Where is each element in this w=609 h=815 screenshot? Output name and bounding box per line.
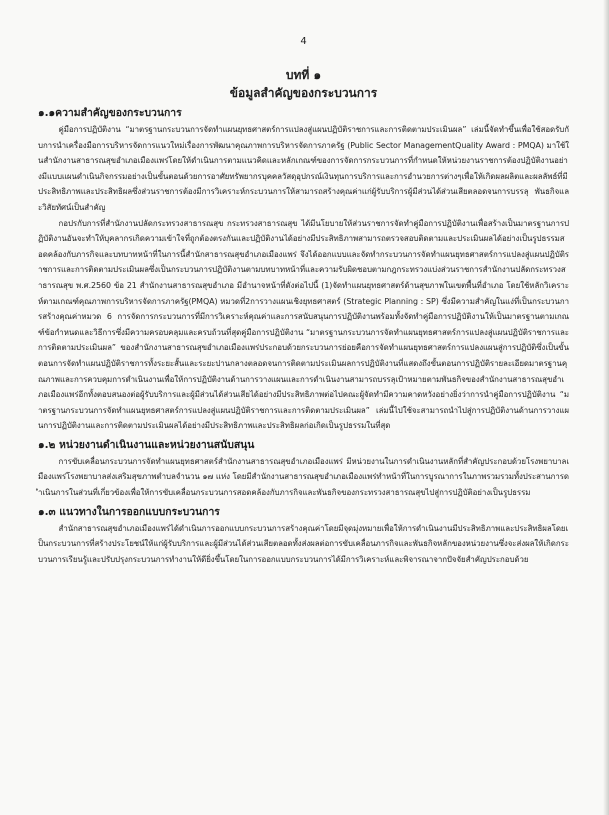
chapter-subtitle: ข้อมูลสำคัญของกระบวนการ — [229, 86, 378, 100]
paragraph: การขับเคลื่อนกระบวนการจัดทำแผนยุทธศาสตร์สำนักงานสาธารณสุขอำเภอเมืองแพร่ มีหน่วยงานในการดำเนินงานหลักที่สำคัญประกอบด้วยโรงพยาบาลเมืองแพร่โรงพยาบาลส่งเสริมสุขภาพตำบลจำนวน ๑๗ แห่ง โดยมีสำนักงานสาธารณสุขอำเภอเมืองแพร่ทำหน้าที่ในการบูรณาการในภาพรวมรวมทั้งประสานการดำเนินการในส่วนที่เกี่ยวข้องเพื่อให้การขับเคลื่อนกระบวนการสอดคล้องกับภารกิจและพันธกิจของกระทรวงสาธารณสุขไปสู่การปฏิบัติอย่างเป็นรูปธรรม — [38, 456, 569, 498]
paragraph: คู่มือการปฏิบัติงาน “มาตรฐานกระบวนการจัดทำแผนยุทธศาสตร์การแปลงสู่แผนปฏิบัติราชการและการติดตามประเมินผล” เล่มนี้จัดทำขึ้นเพื่อใช้สอดรับกับการนำเครื่องมือการบริหารจัดการแนวใหม่เรื่องการพัฒนาคุณภาพการบริหารจัดการภาครัฐ (Public Sector ManagementQuality Award : PMQA) มาใช้ในสำนักงานสาธารณสุขอำเภอเมืองแพร่โดยให้ดำเนินการตามแนวคิดและหลักเกณฑ์ของการจัดการกระบวนการที่กำหนดให้หน่วยงานราชการต้องปฏิบัติงานอย่างมีแบบแผนดำเนินกิจกรรมอย่างเป็นขั้นตอนด้วยการอาศัยทรัพยากรบุคคลวัสดุอุปกรณ์เงินทุนการบริการและการอำนวยการต่างๆเพื่อให้เกิดผลผลิตและผลลัพธ์ที่มีประสิทธิภาพและประสิทธิผลซึ่งส่วนราชการต้องมีการวิเคราะห์กระบวนการให้สามารถสร้างคุณค่าแก่ผู้รับบริการผู้มีส่วนได้ส่วนเสียตลอดจนการบรรลุ พันธกิจและวิสัยทัศน์เป็นสำคัญ — [38, 125, 569, 212]
paragraph: กอปรกับการที่สำนักงานปลัดกระทรวงสาธารณสุข กระทรวงสาธารณสุข ได้มีนโยบายให้ส่วนราชการจัดทำคู่มือการปฏิบัติงานเพื่อสร้างเป็นมาตรฐานการปฏิบัติงานอันจะทำให้บุคลากรเกิดความเข้าใจที่ถูกต้องตรงกันและปฏิบัติงานได้อย่างมีประสิทธิภาพสามารถตรวจสอบติดตามและประเมินผลได้อย่างเป็นรูปธรรมสอดคล้องกับภารกิจและบทบาทหน้าที่ในการนี้สำนักสาธารณสุขอำเภอเมืองแพร่ จึงได้ออกแบบและจัดทำกระบวนการจัดทำแผนยุทธศาสตร์การแปลงสู่แผนปฏิบัติราชการและการติดตามประเมินผลซึ่งเป็นกระบวนการปฏิบัติงานตามบทบาทหน้าที่และความรับผิดชอบตามกฎกระทรวงแบ่งส่วนราชการสำนักงานปลัดกระทรวงสาธารณสุข พ.ศ.2560 ข้อ 21 สำนักงานสาธารณสุขอำเภอ มีอำนาจหน้าที่ดังต่อไปนี้ (1)จัดทำแผนยุทธศาสตร์ด้านสุขภาพในเขตพื้นที่อำเภอ โดยใช้หลักวิเคราะห์ตามเกณฑ์คุณภาพการบริหารจัดการภาครัฐ(PMQA) หมวดที่2การวางแผนเชิงยุทธศาสตร์ (Strategic Planning : SP) ซึ่งมีความสำคัญในแง่ที่เป็นกระบวนการสร้างคุณค่าหมวด 6 การจัดการกระบวนการที่มีการวิเคราะห์คุณค่าและการสนับสนุนการปฏิบัติงานพร้อมทั้งจัดทำคู่มือการปฏิบัติงานให้เป็นมาตรฐานตามเกณฑ์ข้อกำหนดและวิธีการซึ่งมีความครอบคลุมและครบถ้วนที่สุดคู่มือการปฏิบัติงาน “มาตรฐานกระบวนการจัดทำแผนยุทธศาสตร์การแปลงสู่แผนปฏิบัติราชการและการติดตามประเมินผล” ของสำนักงานสาธารณสุขอำเภอเมืองแพร่ประกอบด้วยกระบวนการย่อยคือการจัดทำแผนยุทธศาสตร์การแปลงแผนสู่การปฏิบัติซึ่งเป็นขั้นตอนการจัดทำแผนปฏิบัติราชการทั้งระยะสั้นและระยะปานกลางตลอดจนการติดตามประเมินผลการปฏิบัติงานที่แสดงถึงขั้นตอนการปฏิบัติรายละเอียดมาตรฐานคุณภาพและการควบคุมการดำเนินงานเพื่อให้การปฏิบัติงานด้านการวางแผนและการดำเนินงานสามารถบรรลุเป้าหมายตามพันธกิจของสำนักงานสาธารณสุขอำเภอเมืองแพร่อีกทั้งตอบสนองต่อผู้รับบริการและผู้มีส่วนได้ส่วนเสียได้อย่างมีประสิทธิภาพต่อไปคณะผู้จัดทำมีความคาดหวังอย่างยิ่งว่าการนำคู่มือการปฏิบัติงาน “มาตรฐานกระบวนการจัดทำแผนยุทธศาสตร์การแปลงสู่แผนปฏิบัติราชการและการติดตามประเมินผล” เล่มนี้ไปใช้จะสามารถนำไปสู่การปฏิบัติงานด้านการวางแผนการปฏิบัติงานและการติดตามประเมินผลได้อย่างมีประสิทธิภาพและประสิทธิผลก่อเกิดเป็นรูปธรรมในที่สุด — [38, 218, 569, 431]
paragraph: สำนักสาธารณสุขอำเภอเมืองแพร่ได้ดำเนินการออกแบบกระบวนการสร้างคุณค่าโดยมีจุดมุ่งหมายเพื่อให้การดำเนินงานมีประสิทธิภาพและประสิทธิผลโดยเป็นกระบวนการที่สร้างประโยชน์ให้แก่ผู้รับบริการและผู้มีส่วนได้ส่วนเสียตลอดทั้งส่งผลต่อการขับเคลื่อนภารกิจและพันธกิจหลักของหน่วยงานซึ่งจะส่งผลให้เกิดกระบวนการเรียนรู้และปรับปรุงกระบวนการทำงานให้ดียิ่งขึ้นโดยในการออกแบบกระบวนการได้มีการวิเคราะห์และพิจารณาจากปัจจัยสำคัญประกอบด้วย — [38, 523, 569, 564]
chapter-title: บทที่ ๑ — [285, 68, 322, 82]
section-heading: ๑.๒ หน่วยงานดำเนินงานและหน่วยงานสนับสนุน — [38, 438, 255, 451]
page-number: 4 — [300, 36, 307, 47]
page-edge-shadow — [603, 0, 609, 815]
section-heading: ๑.๑ความสำคัญของกระบวนการ — [38, 107, 182, 119]
section-heading: ๑.๓ แนวทางในการออกแบบกระบวนการ — [38, 505, 220, 518]
